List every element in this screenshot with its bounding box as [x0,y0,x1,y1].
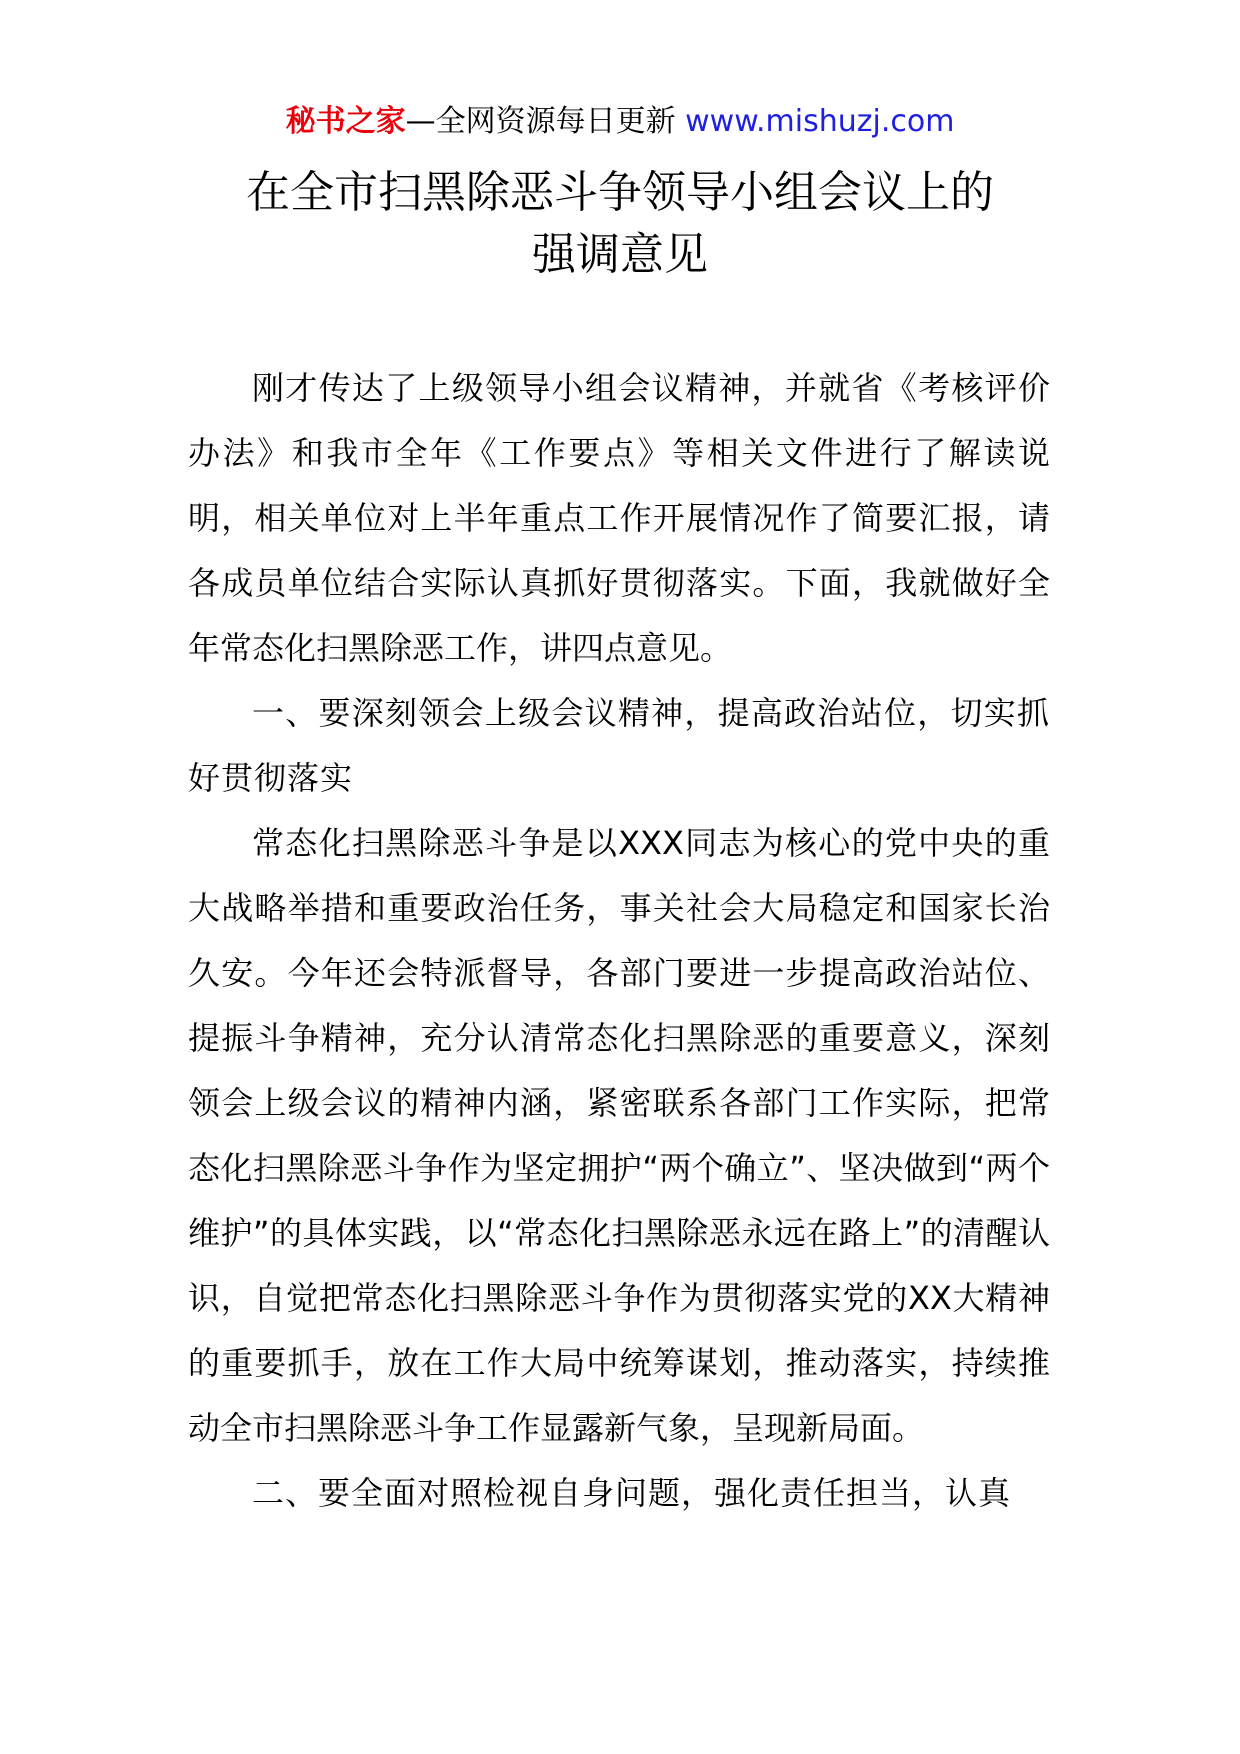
section-heading-2: 二、要全面对照检视自身问题，强化责任担当，认真 [252,1474,1012,1512]
body-paragraph-intro: 刚才传达了上级领导小组会议精神，并就省《考核评价办法》和我市全年《工作要点》等相关文件进行了解读说明，相关单位对上半年重点工作开展情况作了简要汇报，请各成员单位结合实际认真抓好贯彻落实。下面，我就做好全年常态化扫黑除恶工作，讲四点意见。 [188,369,1050,667]
document-title-line-2: 强调意见 [532,229,708,280]
site-slogan: —全网资源每日更新 [405,104,686,139]
document-title-line-1: 在全市扫黑除恶斗争领导小组会议上的 [246,167,994,218]
site-header [0,102,1240,142]
section-heading-1: 一、要深刻领会上级会议精神，提高政治站位，切实抓好贯彻落实 [188,694,1050,797]
site-brand: 秘书之家 [285,104,406,139]
document-title [0,162,1240,286]
document-body [188,356,1050,1526]
body-paragraph-section-1: 常态化扫黑除恶斗争是以XXX同志为核心的党中央的重大战略举措和重要政治任务，事关社会大局稳定和国家长治久安。今年还会特派督导，各部门要进一步提高政治站位、提振斗争精神，充分认清常态化扫黑除恶的重要意义，深刻领会上级会议的精神内涵，紧密联系各部门工作实际，把常态化扫黑除恶斗争作为坚定拥护“两个确立”、坚决做到“两个维护”的具体实践，以“常态化扫黑除恶永远在路上”的清醒认识，自觉把常态化扫黑除恶斗争作为贯彻落实党的XX大精神的重要抓手，放在工作大局中统筹谋划，推动落实，持续推动全市扫黑除恶斗争工作显露新气象，呈现新局面。 [188,824,1050,1447]
site-url-link[interactable]: www.mishuzj.com [685,104,955,139]
